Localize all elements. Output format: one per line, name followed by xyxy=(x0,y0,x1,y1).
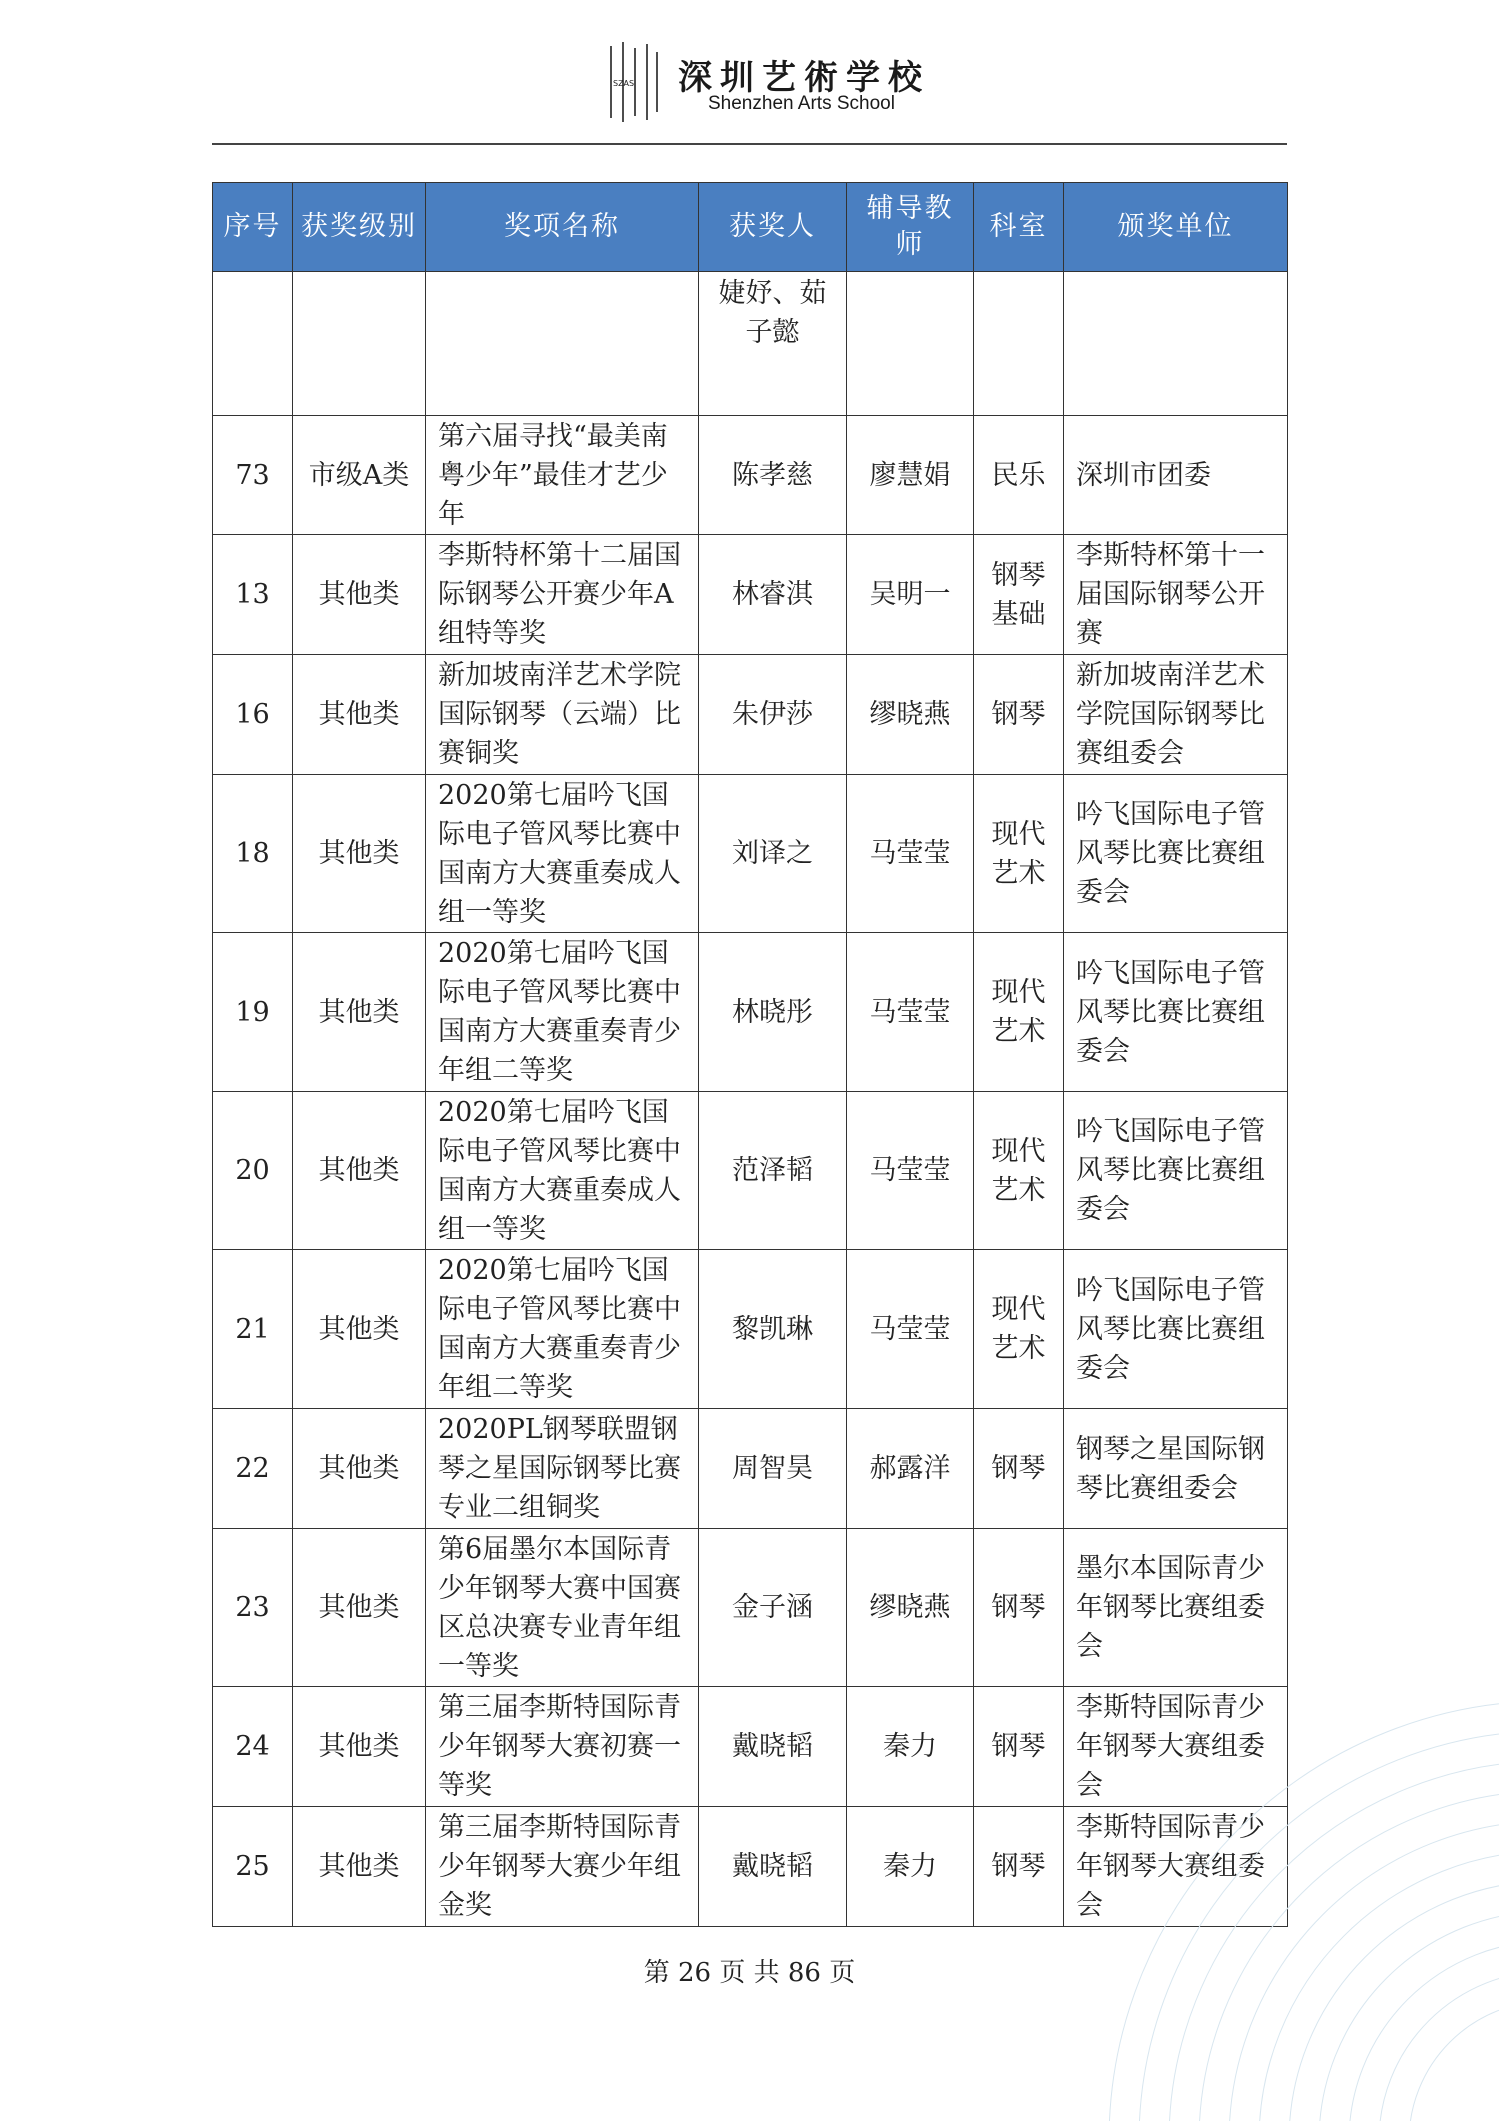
cell-org: 吟飞国际电子管风琴比赛比赛组委会 xyxy=(1064,933,1288,1092)
cell-teacher: 马莹莹 xyxy=(847,1092,974,1250)
cell-level: 其他类 xyxy=(293,1807,426,1927)
cell-no: 19 xyxy=(213,933,293,1092)
cell-org: 吟飞国际电子管风琴比赛比赛组委会 xyxy=(1064,1092,1288,1250)
cell-org: 墨尔本国际青少年钢琴比赛组委会 xyxy=(1064,1529,1288,1687)
cell-no: 22 xyxy=(213,1409,293,1529)
decorative-arc-pattern xyxy=(1079,1501,1499,2121)
cell-no xyxy=(213,272,293,416)
cell-org: 李斯特杯第十一届国际钢琴公开赛 xyxy=(1064,535,1288,655)
cell-teacher: 马莹莹 xyxy=(847,775,974,933)
school-logo-icon xyxy=(605,42,661,122)
cell-org: 李斯特国际青少年钢琴大赛组委会 xyxy=(1064,1807,1288,1927)
cell-dept: 现代艺术 xyxy=(974,1250,1064,1409)
col-header-teacher: 辅导教师 xyxy=(847,183,974,272)
cell-teacher: 缪晓燕 xyxy=(847,1529,974,1687)
cell-teacher: 廖慧娟 xyxy=(847,416,974,535)
col-header-level: 获奖级别 xyxy=(293,183,426,272)
table-row xyxy=(213,416,1288,535)
cell-dept: 钢琴基础 xyxy=(974,535,1064,655)
table-row xyxy=(213,1250,1288,1409)
header-divider xyxy=(212,143,1287,145)
cell-level: 市级A类 xyxy=(293,416,426,535)
cell-teacher: 马莹莹 xyxy=(847,1250,974,1409)
cell-teacher: 秦力 xyxy=(847,1687,974,1807)
cell-level xyxy=(293,272,426,416)
cell-winner: 周智昊 xyxy=(699,1409,847,1529)
cell-award: 2020第七届吟飞国际电子管风琴比赛中国南方大赛重奏青少年组二等奖 xyxy=(426,1250,699,1409)
table-row xyxy=(213,535,1288,655)
cell-org: 新加坡南洋艺术学院国际钢琴比赛组委会 xyxy=(1064,655,1288,775)
cell-winner: 范泽韬 xyxy=(699,1092,847,1250)
cell-winner: 戴晓韬 xyxy=(699,1807,847,1927)
col-header-org: 颁奖单位 xyxy=(1064,183,1288,272)
cell-award: 2020第七届吟飞国际电子管风琴比赛中国南方大赛重奏成人组一等奖 xyxy=(426,1092,699,1250)
cell-no: 24 xyxy=(213,1687,293,1807)
cell-winner: 婕妤、茹子懿 xyxy=(699,272,847,416)
cell-award: 李斯特杯第十二届国际钢琴公开赛少年A组特等奖 xyxy=(426,535,699,655)
cell-dept: 钢琴 xyxy=(974,1807,1064,1927)
cell-no: 23 xyxy=(213,1529,293,1687)
cell-org: 李斯特国际青少年钢琴大赛组委会 xyxy=(1064,1687,1288,1807)
cell-level: 其他类 xyxy=(293,1250,426,1409)
cell-org: 吟飞国际电子管风琴比赛比赛组委会 xyxy=(1064,1250,1288,1409)
cell-winner: 朱伊莎 xyxy=(699,655,847,775)
cell-level: 其他类 xyxy=(293,1687,426,1807)
cell-dept: 钢琴 xyxy=(974,1529,1064,1687)
cell-winner: 林睿淇 xyxy=(699,535,847,655)
cell-teacher: 吴明一 xyxy=(847,535,974,655)
col-header-award: 奖项名称 xyxy=(426,183,699,272)
cell-no: 73 xyxy=(213,416,293,535)
cell-level: 其他类 xyxy=(293,535,426,655)
cell-teacher xyxy=(847,272,974,416)
cell-award: 第三届李斯特国际青少年钢琴大赛少年组金奖 xyxy=(426,1807,699,1927)
cell-no: 13 xyxy=(213,535,293,655)
col-header-dept: 科室 xyxy=(974,183,1064,272)
cell-dept: 钢琴 xyxy=(974,1409,1064,1529)
table-row xyxy=(213,655,1288,775)
table-row xyxy=(213,933,1288,1092)
cell-winner: 林晓彤 xyxy=(699,933,847,1092)
cell-dept: 现代艺术 xyxy=(974,775,1064,933)
table-row xyxy=(213,1092,1288,1250)
cell-level: 其他类 xyxy=(293,1409,426,1529)
cell-dept: 钢琴 xyxy=(974,1687,1064,1807)
school-name-en: Shenzhen Arts School xyxy=(708,93,895,114)
cell-org: 钢琴之星国际钢琴比赛组委会 xyxy=(1064,1409,1288,1529)
cell-org: 深圳市团委 xyxy=(1064,416,1288,535)
cell-dept xyxy=(974,272,1064,416)
cell-winner: 戴晓韬 xyxy=(699,1687,847,1807)
cell-level: 其他类 xyxy=(293,1529,426,1687)
cell-teacher: 缪晓燕 xyxy=(847,655,974,775)
cell-no: 25 xyxy=(213,1807,293,1927)
cell-award: 2020PL钢琴联盟钢琴之星国际钢琴比赛专业二组铜奖 xyxy=(426,1409,699,1529)
cell-award: 2020第七届吟飞国际电子管风琴比赛中国南方大赛重奏成人组一等奖 xyxy=(426,775,699,933)
cell-level: 其他类 xyxy=(293,1092,426,1250)
cell-no: 21 xyxy=(213,1250,293,1409)
school-name-cn: 深圳艺術学校 xyxy=(678,58,930,98)
table-header-row xyxy=(213,183,1288,272)
cell-winner: 刘译之 xyxy=(699,775,847,933)
cell-dept: 钢琴 xyxy=(974,655,1064,775)
cell-teacher: 马莹莹 xyxy=(847,933,974,1092)
cell-winner: 金子涵 xyxy=(699,1529,847,1687)
cell-level: 其他类 xyxy=(293,655,426,775)
cell-teacher: 郝露洋 xyxy=(847,1409,974,1529)
cell-award: 第六届寻找“最美南粤少年”最佳才艺少年 xyxy=(426,416,699,535)
cell-no: 20 xyxy=(213,1092,293,1250)
cell-award xyxy=(426,272,699,416)
page-number: 第 26 页 共 86 页 xyxy=(643,1958,856,1988)
page-header xyxy=(0,0,1499,150)
cell-no: 16 xyxy=(213,655,293,775)
cell-level: 其他类 xyxy=(293,775,426,933)
col-header-winner: 获奖人 xyxy=(699,183,847,272)
cell-award: 新加坡南洋艺术学院国际钢琴（云端）比赛铜奖 xyxy=(426,655,699,775)
cell-award: 第三届李斯特国际青少年钢琴大赛初赛一等奖 xyxy=(426,1687,699,1807)
col-header-no: 序号 xyxy=(213,183,293,272)
cell-no: 18 xyxy=(213,775,293,933)
cell-dept: 现代艺术 xyxy=(974,1092,1064,1250)
logo-letter-1: SZAS xyxy=(613,79,635,88)
cell-org: 吟飞国际电子管风琴比赛比赛组委会 xyxy=(1064,775,1288,933)
cell-dept: 民乐 xyxy=(974,416,1064,535)
cell-winner: 陈孝慈 xyxy=(699,416,847,535)
cell-award: 第6届墨尔本国际青少年钢琴大赛中国赛区总决赛专业青年组一等奖 xyxy=(426,1529,699,1687)
cell-dept: 现代艺术 xyxy=(974,933,1064,1092)
cell-teacher: 秦力 xyxy=(847,1807,974,1927)
table-row xyxy=(213,775,1288,933)
cell-level: 其他类 xyxy=(293,933,426,1092)
table-row xyxy=(213,272,1288,416)
cell-award: 2020第七届吟飞国际电子管风琴比赛中国南方大赛重奏青少年组二等奖 xyxy=(426,933,699,1092)
cell-org xyxy=(1064,272,1288,416)
cell-winner: 黎凯琳 xyxy=(699,1250,847,1409)
